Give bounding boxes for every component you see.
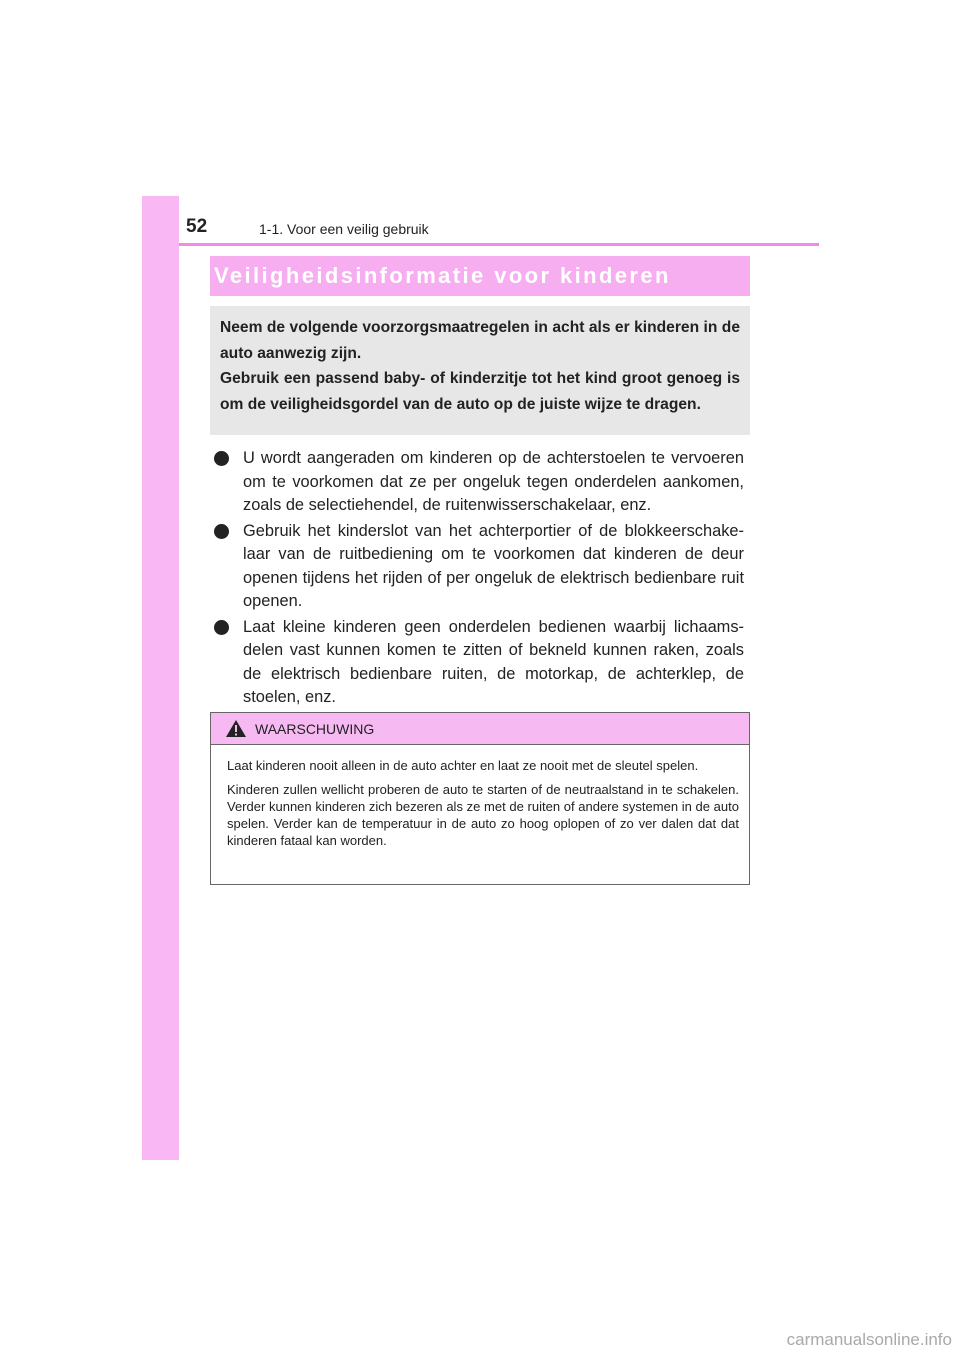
side-thumb-tab: [142, 196, 179, 1160]
list-item: [214, 447, 744, 518]
section-title-bar: [210, 256, 750, 296]
warning-triangle-icon: [225, 719, 247, 738]
chapter-heading: 1-1. Voor een veilig gebruik: [259, 221, 429, 237]
intro-text-2: Gebruik een passend baby- of kinderzitje tot het kind groot genoeg is om de veiligheidsgordel van de auto op de juiste wijze te dragen.: [220, 370, 740, 413]
bullet-icon: [214, 620, 229, 635]
list-item: [214, 520, 744, 614]
section-title: Veiligheidsinformatie voor kinderen: [214, 263, 671, 288]
list-item-text: Gebruik het kinderslot van het achterportier of de blokkeerschake-laar van de ruitbediening om te voorkomen dat kinderen de deur openen tijdens het rijden of per ongeluk de elektrisch bedienbare ruit openen.: [243, 521, 744, 610]
header-divider: [179, 243, 819, 246]
warning-body: [211, 745, 749, 849]
warning-paragraph: Kinderen zullen wellicht proberen de auto te starten of de neutraalstand in te schakelen. Verder kunnen kinderen zich bezeren als ze met de ruiten of andere systemen in de auto spelen. Verder kan de temperatuur in de auto zo hoog oplopen of zo ver dalen dat dat kinderen fataal kan worden.: [227, 782, 739, 848]
warning-box: [210, 712, 750, 885]
list-item-text: Laat kleine kinderen geen onderdelen bedienen waarbij lichaams-delen vast kunnen komen te zitten of bekneld kunnen raken, zoals de elektrisch bedienbare ruiten, de motorkap, de achterklep, de stoelen, enz.: [243, 617, 744, 706]
intro-text-1: Neem de volgende voorzorgsmaatregelen in acht als er kinderen in de auto aanwezig zijn.: [220, 319, 740, 362]
watermark: carmanualsonline.info: [786, 1330, 952, 1349]
intro-box: [210, 306, 750, 435]
warning-header: [211, 713, 749, 745]
precaution-list: [214, 447, 744, 712]
page-number: 52: [186, 216, 208, 237]
bullet-icon: [214, 451, 229, 466]
bullet-icon: [214, 524, 229, 539]
list-item-text: U wordt aangeraden om kinderen op de achterstoelen te vervoeren om te voorkomen dat ze per ongeluk tegen onderdelen aankomen, zoals de selectiehendel, de ruitenwisserschakelaar, enz.: [243, 449, 744, 514]
list-item: [214, 616, 744, 710]
warning-label: WAARSCHUWING: [255, 720, 375, 737]
warning-paragraph: Laat kinderen nooit alleen in de auto achter en laat ze nooit met de sleutel spelen.: [227, 758, 699, 773]
